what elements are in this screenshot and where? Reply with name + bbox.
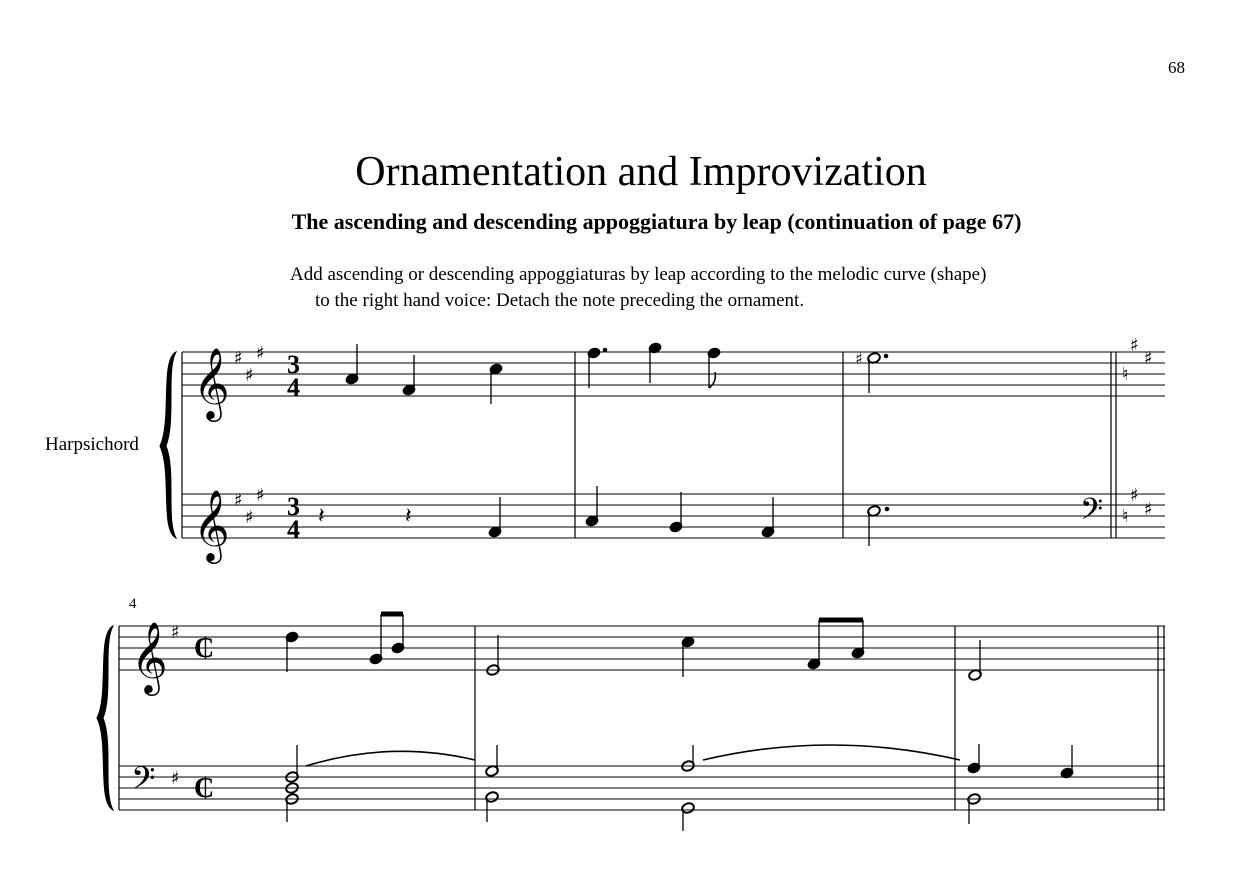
- tie: [306, 751, 475, 766]
- sharp-icon: ♯: [234, 490, 243, 511]
- natural-icon: ♮: [1122, 364, 1129, 385]
- system-1: [160, 352, 1165, 538]
- sharp-icon: ♯: [1130, 485, 1139, 506]
- time-signature-denominator: 4: [287, 515, 300, 544]
- system-1-upper-notes: [345, 342, 888, 404]
- tie: [703, 745, 960, 760]
- sharp-icon: ♯: [1144, 348, 1153, 369]
- sharp-icon: ♯: [234, 348, 243, 369]
- sharp-icon: ♯: [171, 768, 180, 789]
- instructions-line-1: Add ascending or descending appoggiaturas by leap according to the melodic curve (shape): [290, 264, 987, 285]
- sharp-icon: ♯: [1130, 335, 1139, 356]
- bass-staff-lines: [119, 766, 1165, 810]
- time-signature-numerator: 3: [287, 492, 300, 521]
- time-signature-numerator: 3: [287, 350, 300, 379]
- instrument-name: Harpsichord: [45, 434, 139, 455]
- system-2: [97, 626, 1165, 810]
- treble-clef-icon: 𝄞: [193, 488, 230, 561]
- cut-time-icon: ₵: [194, 633, 215, 664]
- treble-clef-icon: 𝄞: [193, 346, 230, 419]
- time-signature-denominator: 4: [287, 373, 300, 402]
- sharp-icon: ♯: [245, 507, 254, 528]
- measure-number: 4: [129, 596, 137, 612]
- page-subtitle: The ascending and descending appoggiatura by leap (continuation of page 67): [291, 209, 1022, 234]
- sharp-icon: ♯: [256, 343, 265, 364]
- natural-icon: ♮: [1122, 506, 1129, 527]
- cut-time-icon: ₵: [194, 773, 215, 804]
- treble-staff-lines: [182, 352, 1165, 396]
- sharp-icon: ♯: [171, 622, 180, 643]
- instructions-line-2: to the right hand voice: Detach the note preceding the ornament.: [315, 290, 805, 311]
- treble-clef-icon: 𝄞: [131, 620, 168, 693]
- sharp-icon: ♯: [1144, 499, 1153, 520]
- bass-clef-icon: 𝄢: [1080, 493, 1104, 534]
- bass-clef-icon: 𝄢: [131, 760, 156, 804]
- grand-staff-brace: [97, 626, 113, 810]
- sharp-icon: ♯: [245, 365, 254, 386]
- sharp-icon: ♯: [855, 349, 863, 368]
- quarter-rest-icon: 𝄽: [318, 504, 325, 529]
- treble-staff-lines: [119, 626, 1165, 670]
- page-number: 68: [1168, 58, 1185, 77]
- sharp-icon: ♯: [256, 485, 265, 506]
- grand-staff-brace: [160, 352, 176, 538]
- quarter-rest-icon: 𝄽: [405, 504, 412, 529]
- page-title: Ornamentation and Improvization: [355, 149, 927, 195]
